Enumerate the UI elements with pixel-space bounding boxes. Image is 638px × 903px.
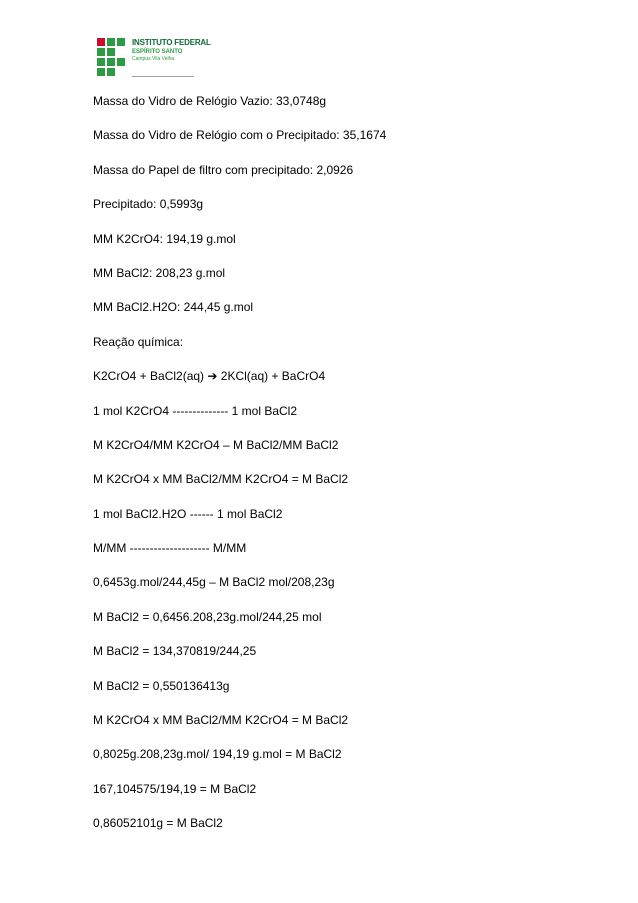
text-line: Reação química: [93, 334, 184, 349]
text-line: M/MM -------------------- M/MM [93, 541, 247, 556]
text-line: 1 mol BaCl2.H2O ------ 1 mol BaCl2 [93, 506, 283, 521]
text-line: 167,104575/194,19 = M BaCl2 [93, 781, 257, 796]
text-line: M K2CrO4 x MM BaCl2/MM K2CrO4 = M BaCl2 [93, 713, 349, 728]
institution-line-1: INSTITUTO FEDERAL [132, 38, 211, 47]
text-line: Massa do Vidro de Relógio com o Precipitado: 35,1674 [93, 128, 387, 143]
institute-logo-icon [97, 38, 127, 78]
logo-divider [132, 76, 194, 77]
text-line: MM BaCl2.H2O: 244,45 g.mol [93, 300, 254, 315]
institution-line-3: Campus Vila Velha [132, 56, 175, 62]
document-body [93, 92, 553, 849]
text-line: M K2CrO4/MM K2CrO4 – M BaCl2/MM BaCl2 [93, 437, 339, 452]
text-line: MM K2CrO4: 194,19 g.mol [93, 231, 236, 246]
institution-name [132, 39, 211, 62]
text-line: M BaCl2 = 0,6456.208,23g.mol/244,25 mol [93, 609, 322, 624]
text-line: MM BaCl2: 208,23 g.mol [93, 265, 226, 280]
text-line: 0,8025g.208,23g.mol/ 194,19 g.mol = M BaCl2 [93, 747, 342, 762]
text-line: Massa do Vidro de Relógio Vazio: 33,0748g [93, 94, 327, 108]
text-line: 0,86052101g = M BaCl2 [93, 816, 223, 831]
text-line: 1 mol K2CrO4 -------------- 1 mol BaCl2 [93, 403, 297, 418]
header-logo [97, 38, 211, 80]
institution-line-2: ESPÍRITO SANTO [132, 49, 183, 55]
text-line: M K2CrO4 x MM BaCl2/MM K2CrO4 = M BaCl2 [93, 472, 349, 487]
text-line: M BaCl2 = 0,550136413g [93, 678, 230, 693]
text-line: K2CrO4 + BaCl2(aq) ➔ 2KCl(aq) + BaCrO4 [93, 369, 326, 384]
text-line: Precipitado: 0,5993g [93, 197, 204, 212]
text-line: M BaCl2 = 134,370819/244,25 [93, 644, 257, 659]
text-line: Massa do Papel de filtro com precipitado: 2,0926 [93, 162, 354, 177]
text-line: 0,6453g.mol/244,45g – M BaCl2 mol/208,23g [93, 575, 335, 590]
